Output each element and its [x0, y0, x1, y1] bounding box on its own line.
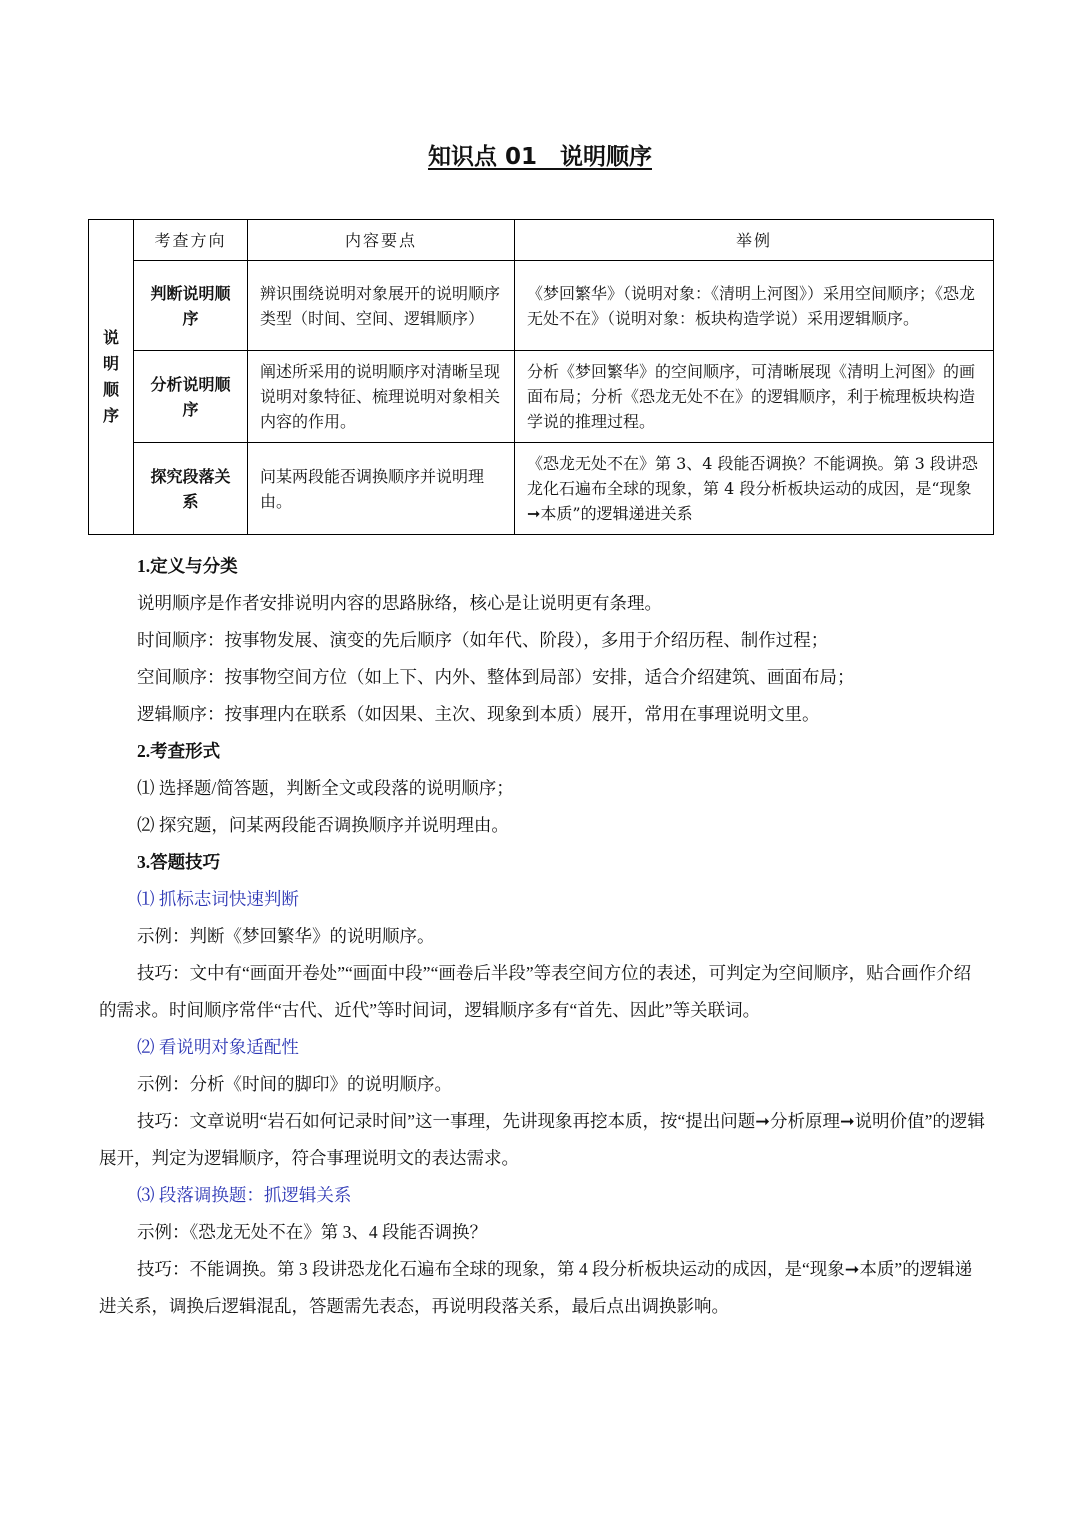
header-points: 内容要点	[248, 220, 515, 261]
row-direction: 判断说明顺序	[134, 261, 248, 351]
tip-example: 示例：判断《梦回繁华》的说明顺序。	[137, 926, 435, 946]
row-direction: 分析说明顺序	[134, 351, 248, 443]
row-example: 《恐龙无处不在》第 3、4 段能否调换？不能调换。第 3 段讲恐龙化石遍布全球的现象，第 4 段分析板块运动的成因，是“现象➞本质”的逻辑递进关系	[515, 443, 994, 535]
tip-heading: ⑶ 段落调换题：抓逻辑关系	[137, 1185, 352, 1205]
paragraph: 说明顺序是作者安排说明内容的思路脉络，核心是让说明更有条理。	[137, 593, 662, 613]
header-example: 举例	[515, 220, 994, 261]
section-heading: 3.答题技巧	[137, 852, 221, 872]
paragraph: 逻辑顺序：按事理内在联系（如因果、主次、现象到本质）展开，常用在事理说明文里。	[137, 704, 820, 724]
knowledge-table	[88, 219, 994, 535]
row-example: 《梦回繁华》（说明对象：《清明上河图》）采用空间顺序；《恐龙无处不在》（说明对象：板块构造学说）采用逻辑顺序。	[515, 261, 994, 351]
row-points: 辨识围绕说明对象展开的说明顺序类型（时间、空间、逻辑顺序）	[248, 261, 515, 351]
section-heading: 2.考查形式	[137, 741, 221, 761]
row-example: 分析《梦回繁华》的空间顺序，可清晰展现《清明上河图》的画面布局；分析《恐龙无处不在》的逻辑顺序，利于梳理板块构造学说的推理过程。	[515, 351, 994, 443]
row-points: 问某两段能否调换顺序并说明理由。	[248, 443, 515, 535]
tip-skill: 技巧：文中有“画面开卷处”“画面中段”“画卷后半段”等表空间方位的表述，可判定为空间顺序，贴合画作介绍的需求。时间顺序常伴“古代、近代”等时间词，逻辑顺序多有“首先、因此”等关联词。	[99, 963, 972, 1020]
table-side-label: 说明顺序	[89, 220, 134, 535]
paragraph: 时间顺序：按事物发展、演变的先后顺序（如年代、阶段），多用于介绍历程、制作过程；	[137, 630, 829, 650]
paragraph: ⑵ 探究题，问某两段能否调换顺序并说明理由。	[137, 815, 509, 835]
tip-heading: ⑴ 抓标志词快速判断	[137, 889, 299, 909]
tip-example: 示例：《恐龙无处不在》第 3、4 段能否调换？	[137, 1222, 487, 1242]
table-row	[89, 443, 994, 535]
row-points: 阐述所采用的说明顺序对清晰呈现说明对象特征、梳理说明对象相关内容的作用。	[248, 351, 515, 443]
tip-skill: 技巧：文章说明“岩石如何记录时间”这一事理，先讲现象再挖本质，按“提出问题➞分析原理➞说明价值”的逻辑展开，判定为逻辑顺序，符合事理说明文的表达需求。	[99, 1111, 985, 1168]
header-direction: 考查方向	[134, 220, 248, 261]
paragraph: ⑴ 选择题/简答题，判断全文或段落的说明顺序；	[137, 778, 514, 798]
tip-example: 示例：分析《时间的脚印》的说明顺序。	[137, 1074, 452, 1094]
page-title: 知识点 01 说明顺序	[427, 144, 652, 170]
paragraph: 空间顺序：按事物空间方位（如上下、内外、整体到局部）安排，适合介绍建筑、画面布局；	[137, 667, 855, 687]
tip-heading: ⑵ 看说明对象适配性	[137, 1037, 299, 1057]
row-direction: 探究段落关系	[134, 443, 248, 535]
table-row	[89, 261, 994, 351]
table-row	[89, 351, 994, 443]
tip-skill: 技巧：不能调换。第 3 段讲恐龙化石遍布全球的现象，第 4 段分析板块运动的成因，是“现象➞本质”的逻辑递进关系，调换后逻辑混乱，答题需先表态，再说明段落关系，最后点出调换影响。	[99, 1259, 973, 1316]
table-header-row	[89, 220, 994, 261]
body-text	[99, 548, 985, 1325]
section-heading: 1.定义与分类	[137, 556, 238, 576]
